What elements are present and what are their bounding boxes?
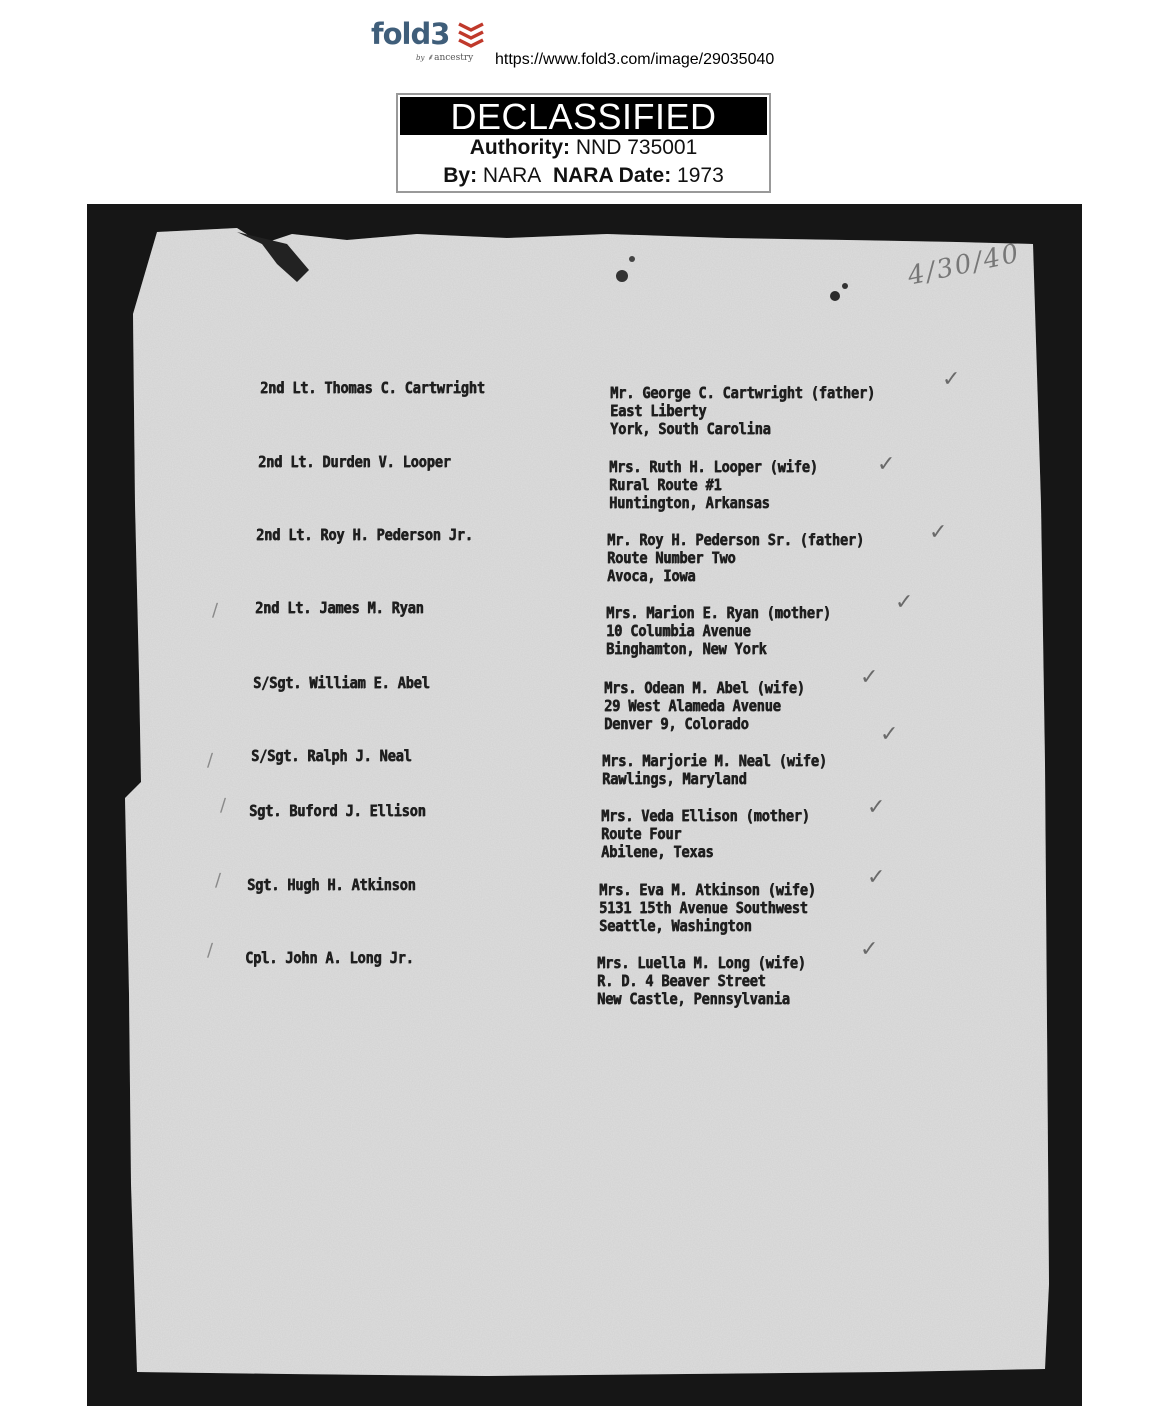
address-line: Mr. Roy H. Pederson Sr. (father) — [607, 530, 864, 549]
address-line: Mrs. Ruth H. Looper (wife) — [609, 457, 818, 476]
address-line: Denver 9, Colorado — [604, 714, 749, 733]
stamp-by-line — [398, 164, 769, 188]
address-line: 29 West Alameda Avenue — [604, 696, 781, 715]
entry-name: S/Sgt. Ralph J. Neal — [251, 746, 412, 765]
address-line: Mrs. Marjorie M. Neal (wife) — [602, 751, 827, 770]
entry-name: Sgt. Hugh H. Atkinson — [247, 875, 416, 894]
stamp-date-label: NARA Date: — [552, 164, 672, 187]
checkmark-icon: ✓ — [880, 722, 899, 747]
stamp-date-value: 1973 — [677, 164, 724, 187]
address-line: Binghamton, New York — [606, 639, 767, 658]
entry-name: 2nd Lt. Durden V. Looper — [258, 452, 451, 471]
fold3-logo[interactable] — [371, 16, 496, 68]
entry-name: Cpl. John A. Long Jr. — [245, 948, 414, 967]
stamp-by-label: By: — [443, 164, 478, 187]
address-line: Route Number Two — [607, 548, 736, 567]
chevron-stack-icon — [457, 21, 485, 49]
stamp-authority-line — [398, 136, 769, 160]
address-line: Abilene, Texas — [601, 842, 714, 861]
margin-tick-icon: ∕ — [207, 750, 214, 771]
entry-address — [597, 954, 806, 1008]
address-line: Mrs. Luella M. Long (wife) — [597, 953, 806, 972]
address-line: Avoca, Iowa — [607, 566, 696, 585]
logo-wordmark: fold3 — [371, 17, 450, 51]
stamp-by-value: NARA — [482, 164, 542, 187]
entry-address — [609, 458, 818, 512]
address-line: Mrs. Veda Ellison (mother) — [601, 806, 810, 825]
stamp-authority-label: Authority: — [469, 136, 571, 159]
checkmark-icon: ✓ — [860, 937, 879, 962]
logo-sub-by: by — [416, 54, 425, 62]
ink-spot — [629, 256, 635, 262]
address-line: Mrs. Marion E. Ryan (mother) — [606, 603, 831, 622]
address-line: York, South Carolina — [610, 419, 771, 438]
address-line: Rawlings, Maryland — [602, 769, 747, 788]
margin-tick-icon: ∕ — [212, 600, 219, 621]
handwritten-corner-note: 4/30/40 — [905, 238, 1024, 292]
ancestry-leaf-icon: ⸙ — [427, 53, 435, 63]
declassified-stamp — [396, 93, 771, 193]
ink-spot — [842, 283, 848, 289]
checkmark-icon: ✓ — [867, 865, 886, 890]
checkmark-icon: ✓ — [877, 452, 896, 477]
address-line: Mrs. Odean M. Abel (wife) — [604, 678, 805, 697]
entry-address — [604, 679, 805, 733]
margin-tick-icon: ∕ — [207, 940, 214, 961]
ink-spot — [830, 291, 840, 301]
paper-sheet — [87, 204, 1082, 1406]
checkmark-icon: ✓ — [942, 367, 961, 392]
source-url[interactable]: https://www.fold3.com/image/29035040 — [495, 51, 775, 68]
address-line: R. D. 4 Beaver Street — [597, 971, 766, 990]
ink-spot — [616, 270, 628, 282]
address-line: Route Four — [601, 824, 682, 843]
checkmark-icon: ✓ — [929, 520, 948, 545]
stamp-authority-value: NND 735001 — [575, 136, 698, 159]
entry-name: Sgt. Buford J. Ellison — [249, 801, 426, 820]
scanned-document — [87, 204, 1082, 1406]
address-line: Rural Route #1 — [609, 475, 722, 494]
address-line: 5131 15th Avenue Southwest — [599, 898, 808, 917]
checkmark-icon: ✓ — [895, 590, 914, 615]
entry-address — [599, 881, 816, 935]
entry-address — [602, 752, 827, 788]
entry-address — [610, 384, 875, 438]
entry-name: 2nd Lt. James M. Ryan — [255, 598, 424, 617]
entry-name: 2nd Lt. Thomas C. Cartwright — [260, 378, 485, 397]
checkmark-icon: ✓ — [867, 795, 886, 820]
margin-tick-icon: ∕ — [215, 870, 222, 891]
margin-tick-icon: ∕ — [220, 795, 227, 816]
address-line: 10 Columbia Avenue — [606, 621, 751, 640]
address-line: East Liberty — [610, 401, 707, 420]
entry-address — [606, 604, 831, 658]
checkmark-icon: ✓ — [860, 665, 879, 690]
address-line: Seattle, Washington — [599, 916, 752, 935]
entry-name: 2nd Lt. Roy H. Pederson Jr. — [256, 525, 473, 544]
entry-address — [601, 807, 810, 861]
logo-sub-brand: ancestry — [434, 53, 474, 63]
entry-name: S/Sgt. William E. Abel — [253, 673, 430, 692]
address-line: Huntington, Arkansas — [609, 493, 770, 512]
address-line: Mrs. Eva M. Atkinson (wife) — [599, 880, 816, 899]
logo-subtitle — [416, 53, 473, 63]
address-line: New Castle, Pennsylvania — [597, 989, 790, 1008]
stamp-title: DECLASSIFIED — [400, 97, 767, 135]
address-line: Mr. George C. Cartwright (father) — [610, 383, 875, 402]
entry-address — [607, 531, 864, 585]
